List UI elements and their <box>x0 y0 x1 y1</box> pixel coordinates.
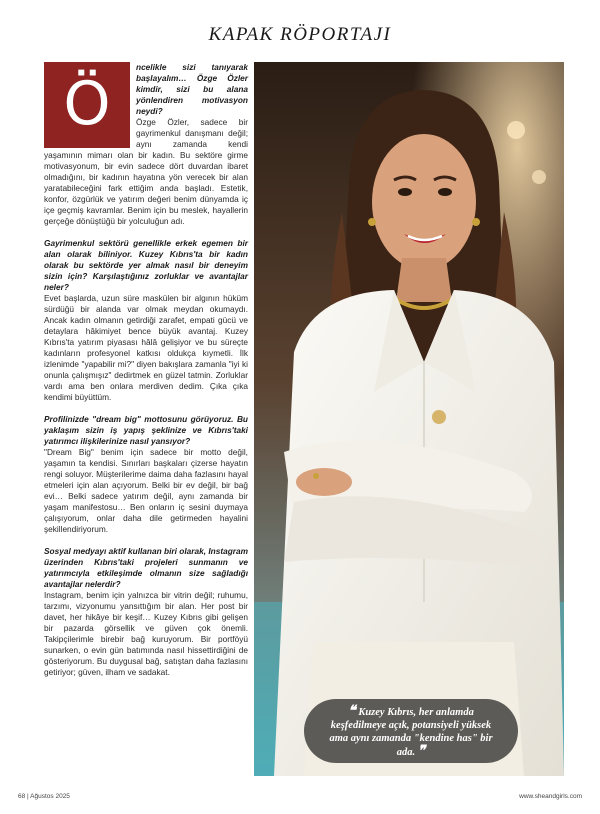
open-quote-icon: ❝ <box>348 703 356 719</box>
section-title: KAPAK RÖPORTAJI <box>208 24 392 45</box>
question-2: Gayrimenkul sektörü genellikle erkek egemen bir alan olarak biliniyor. Kuzey Kıbrıs'ta bir kadın olarak bu sektörde yer almak nasıl bir deneyim sizin için? Karşılaştığınız zorluklar ve avantajlar neler? <box>44 238 248 292</box>
question-4: Sosyal medyayı aktif kullanan biri olarak, Instagram üzerinden Kıbrıs'taki projeleri sunmanın ve yatırımcıyla etkileşimde olmanın size sağladığı avantajlar nelerdir? <box>44 546 248 589</box>
answer-3: "Dream Big" benim için sadece bir motto değil, yaşamın ta kendisi. Sınırları başkaları çizerse hayatın rengi soluyor. Müşterilerime daima daha fazlasını hayal etmeleri için alan açıyorum. Belki bir ev değil, bir bağ evi… Belki sadece yatırım değil, aynı zamanda bir yaşam manifestosu… Ben onların iç sesini duymaya çalışıyorum, onlar daha dile getirmeden hayalini şekillendiriyorum. <box>44 447 248 534</box>
answer-1: Özge Özler, sadece bir gayrimenkul danışmanı değil; aynı zamanda kendi yaşamının mimarı olan bir kadın. Bu sektöre girme motivasyonum, bir evin sadece dört duvardan ibaret olmadığını, bir kadının hayatına yön verecek bir alan yaratabileceğini fark ettiğim anda başladı. Estetik, konfor, özgürlük ve yatırım değeri benim dünyamda iç içe geçmiş kavramlar. Benim için bu meslek, hayallerin gerçeğe dönüştüğü bir yolculuğun adı. <box>44 117 248 226</box>
website-link[interactable]: www.sheandgirls.com <box>519 793 582 800</box>
pull-quote <box>304 699 518 763</box>
question-1: ncelikle sizi tanıyarak başlayalım… Özge Özler kimdir, sizi bu alana yönlendiren motivasyon neydi? <box>136 62 248 116</box>
question-3: Profilinizde "dream big" mottosunu görüyoruz. Bu yaklaşım sizin iş yapış şeklinize ve Kıbrıs'taki yatırımcı ilişkilerinize nasıl yansıyor? <box>44 414 248 446</box>
portrait-illustration <box>254 62 564 776</box>
answer-4: Instagram, benim için yalnızca bir vitrin değil; ruhumu, tarzımı, vizyonumu yansıttığım bir alan. Her post bir davet, her hikâye bir keşif… Kuzey Kıbrıs gibi gelişen bir pazarda görsellik ve güven çok önemli. Takipçilerimle birebir bağ kuruyorum. Bir portföyü sunarken, o evin gün batımında nasıl hissettirdiğini de gösteriyorum. Bu duygusal bağ, satıştan daha fazlasını getiriyor; güven, ilham ve sadakat. <box>44 590 248 677</box>
pull-quote-text: Kuzey Kıbrıs, her anlamda keşfedilmeye açık, potansiyeli yüksek ama aynı zamanda "kendine has" bir ada. <box>329 707 493 758</box>
page-number: 68 | Ağustos 2025 <box>18 793 70 800</box>
drop-cap <box>44 62 130 148</box>
interview-column <box>44 62 248 678</box>
close-quote-icon: ❞ <box>417 743 426 759</box>
cover-portrait-photo <box>254 62 564 776</box>
answer-2: Evet başlarda, uzun süre maskülen bir algının hüküm sürdüğü bir alanda var olmak meydan okumaydı. Ancak kadın olmanın getirdiği zarafet, empati gücü ve detaylara hâkimiyet bence büyük avantaj. Kuzey Kıbrıs'ta yatırım piyasası hâlâ gelişiyor ve bu süreçte kadınların profesyonel katkısı oldukça kıymetli. İlk izlenimde "yapabilir mi?" diyen bakışlara zamanla "iyi ki onunla çalışmışız" dedirtmek en güzel tatmin. Zorluklar vardı ama ben onlara merdiven dedim. Çıka çıka kendimi büyüttüm. <box>44 293 248 402</box>
drop-cap-letter: Ö <box>63 69 111 139</box>
